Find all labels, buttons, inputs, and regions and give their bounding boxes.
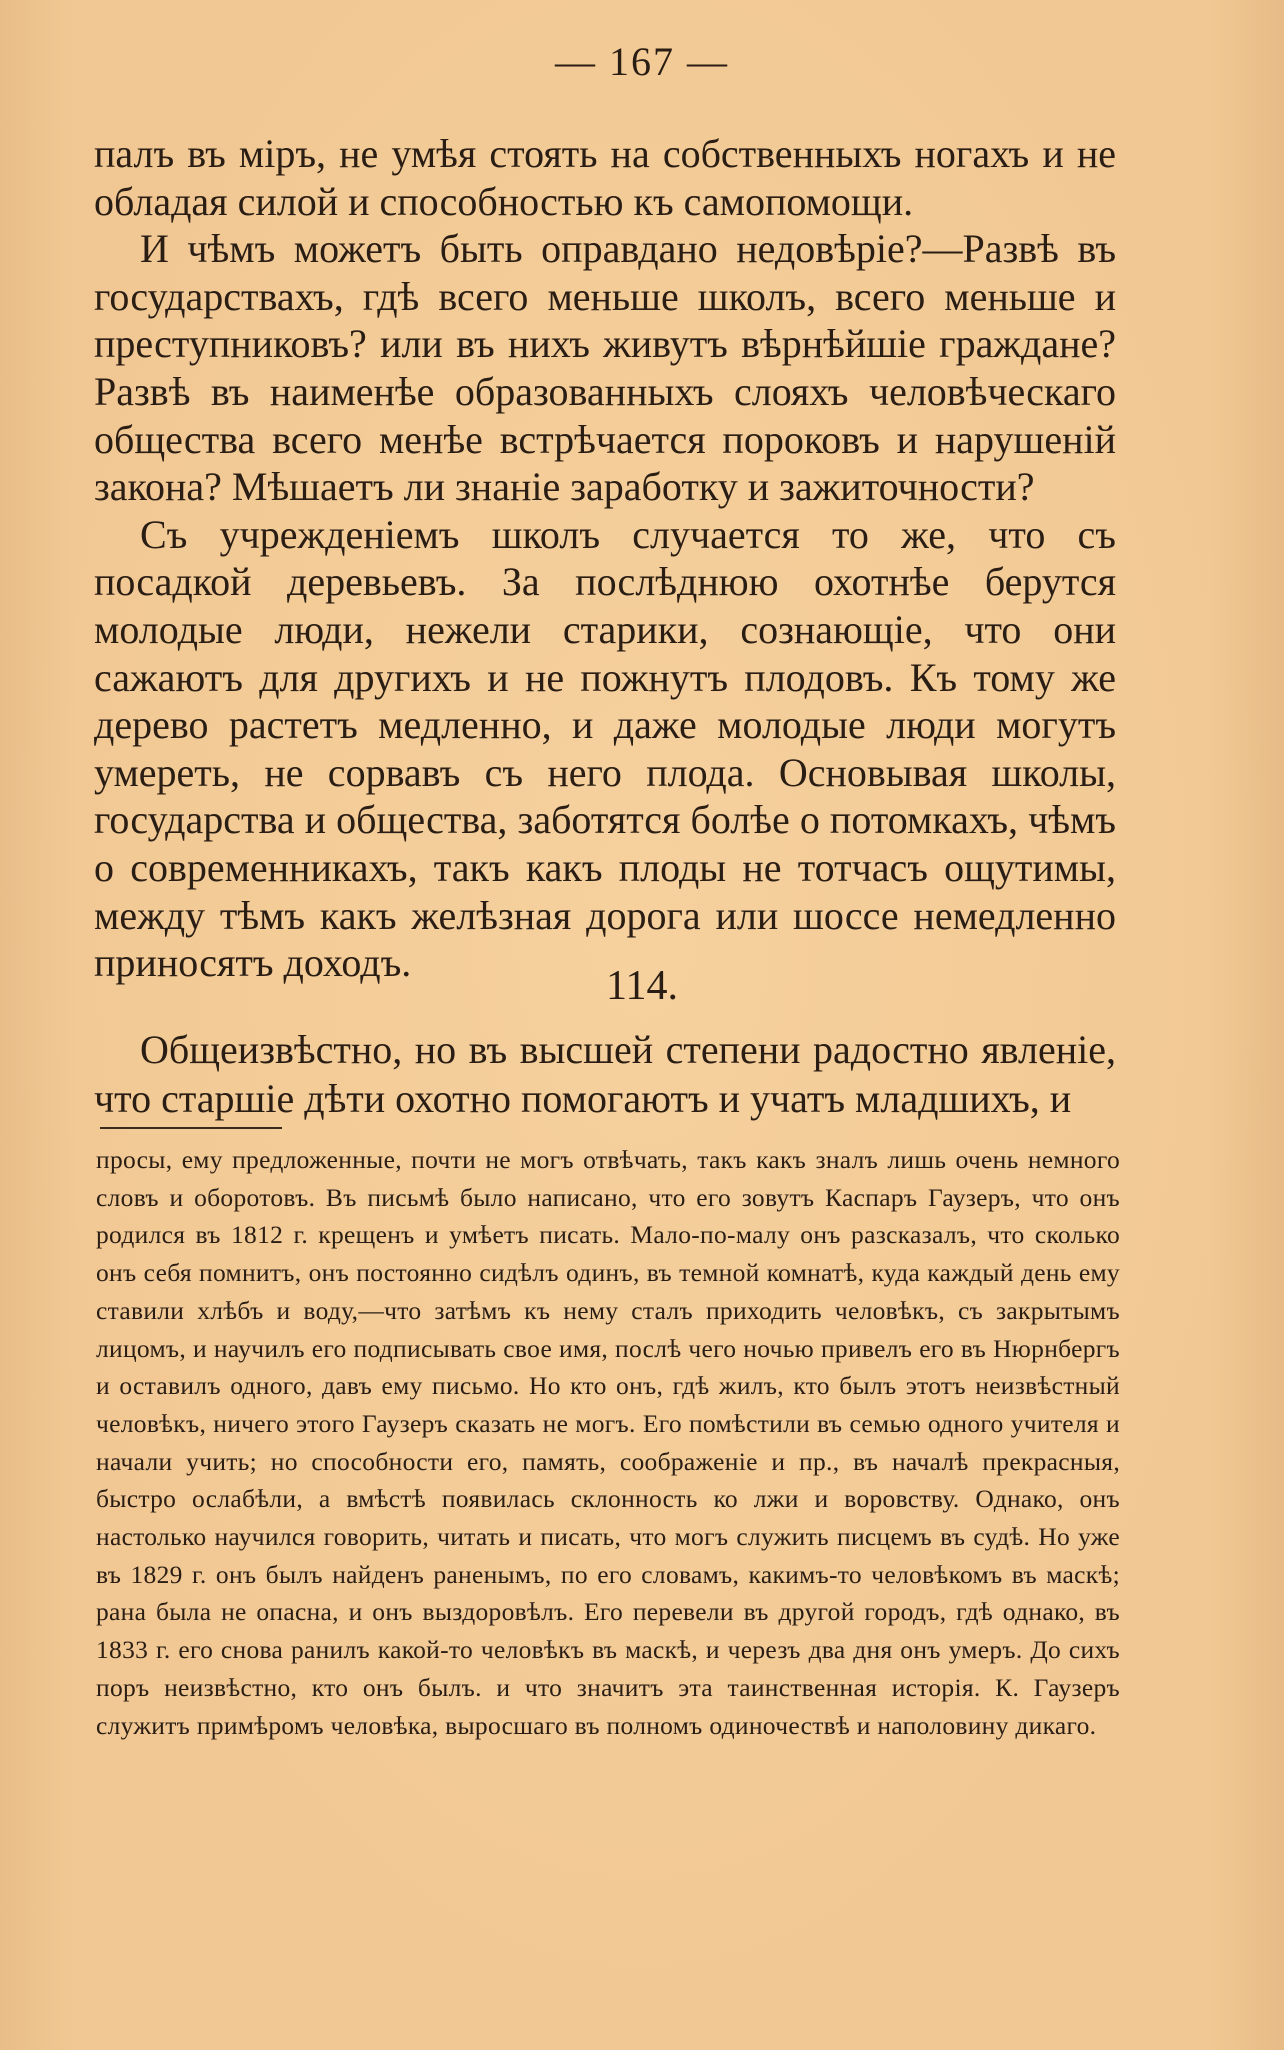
- section-heading: 114.: [606, 963, 678, 1009]
- main-text: [94, 130, 1116, 987]
- page-number: — 167 —: [555, 39, 729, 84]
- paragraph-continuation: палъ въ міръ, не умѣя стоять на собственныхъ ногахъ и не обладая силой и способностью къ самопомощи.: [94, 131, 1116, 224]
- paragraph: И чѣмъ можетъ быть оправдано недовѣріе?—Развѣ въ государствахъ, гдѣ всего меньше школъ, всего меньше и преступниковъ? или въ нихъ живутъ вѣрнѣйшіе граждане? Развѣ въ наименѣе образованныхъ слояхъ человѣческаго общества всего менѣе встрѣчается пороковъ и нарушеній закона? Мѣшаетъ ли знаніе заработку и зажиточности?: [94, 226, 1116, 510]
- footnote: просы, ему предложенные, почти не могъ отвѣчать, такъ какъ зналъ лишь очень немного словъ и оборотовъ. Въ письмѣ было написано, что его зовутъ Каспаръ Гаузеръ, что онъ родился въ 1812 г. крещенъ и умѣетъ писать. Мало-по-малу онъ разсказалъ, что сколько онъ себя помнитъ, онъ постоянно сидѣлъ одинъ, въ темной комнатѣ, куда каждый день ему ставили хлѣбъ и воду,—что затѣмъ къ нему сталъ приходить человѣкъ, съ закрытымъ лицомъ, и научилъ его подписывать свое имя, послѣ чего ночью привелъ его въ Нюрнбергъ и оставилъ одного, давъ ему письмо. Но кто онъ, гдѣ жилъ, кто былъ этотъ неизвѣстный человѣкъ, ничего этого Гаузеръ сказать не могъ. Его помѣстили въ семью одного учителя и начали учить; но способности его, память, соображеніе и пр., въ началѣ прекрасныя, быстро ослабѣли, а вмѣстѣ появилась склонность ко лжи и воровству. Однако, онъ настолько научился говорить, читать и писать, что могъ служить писцемъ въ судѣ. Но уже въ 1829 г. онъ былъ найденъ раненымъ, по его словамъ, какимъ-то человѣкомъ въ маскѣ; рана была не опасна, и онъ выздоровѣлъ. Его перевели въ другой городъ, гдѣ однако, въ 1833 г. его снова ранилъ какой-то человѣкъ въ маскѣ, и черезъ два дня онъ умеръ. До сихъ поръ неизвѣстно, кто онъ былъ. и что значитъ эта таинственная исторія. К. Гаузеръ служитъ примѣромъ человѣка, выросшаго въ полномъ одиночествѣ и наполовину дикаго.: [96, 1145, 1120, 1740]
- section-paragraph: Общеизвѣстно, но въ высшей степени радостно явленіе, что старшіе дѣти охотно помогаютъ и учатъ младшихъ, и: [94, 1027, 1116, 1121]
- footnote-divider: [100, 1127, 282, 1129]
- paragraph: Съ учрежденіемъ школъ случается то же, что съ посадкой деревьевъ. За послѣднюю охотнѣе берутся молодые люди, нежели старики, сознающіе, что они сажаютъ для другихъ и не пожнутъ плодовъ. Къ тому же дерево растетъ медленно, и даже молодые люди могутъ умереть, не сорвавъ съ него плода. Основывая школы, государства и общества, заботятся болѣе о потомкахъ, чѣмъ о современникахъ, такъ какъ плоды не тотчасъ ощутимы, между тѣмъ какъ желѣзная дорога или шоссе немедленно приносятъ доходъ.: [94, 511, 1116, 986]
